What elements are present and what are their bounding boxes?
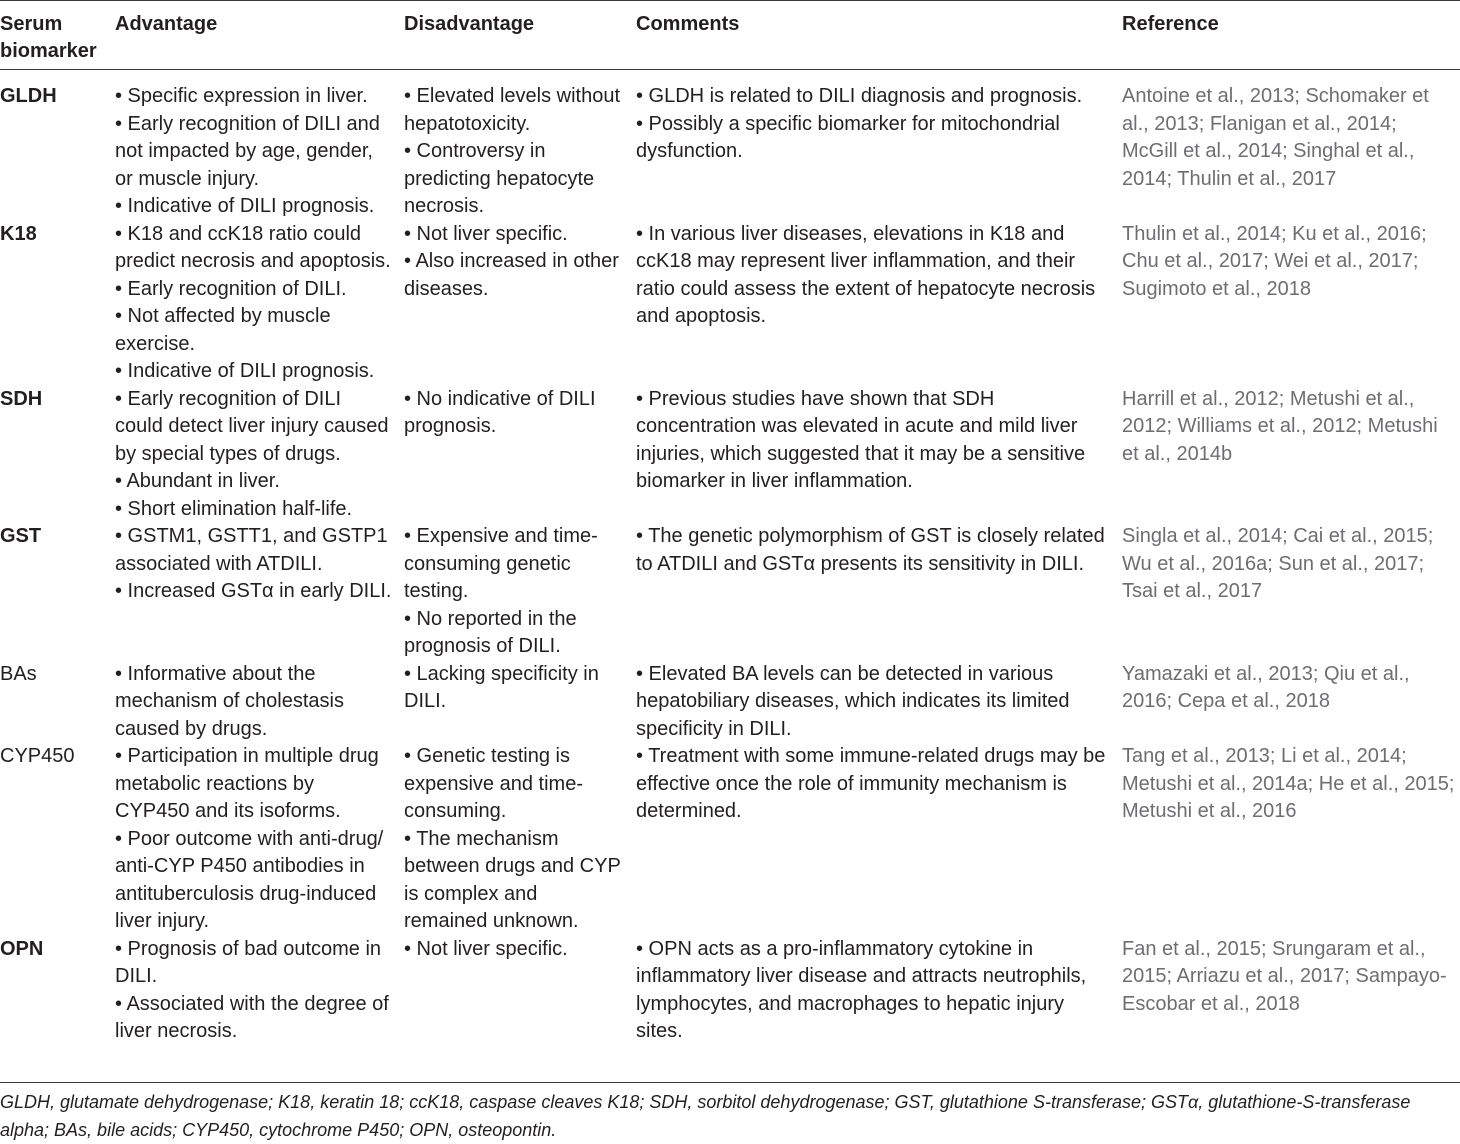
comments-item: • In various liver diseases, elevations in K18 and ccK18 may represent liver inflammation, and their ratio could assess the extent of hepatocyte necrosis and apoptosis.	[636, 222, 1096, 327]
comments-item: • Elevated BA levels can be detected in various hepatobiliary diseases, which indicates its limited specificity in DILI.	[636, 662, 1070, 740]
disadvantage-item: • Genetic testing is expensive and time-consuming.	[404, 745, 583, 822]
disadvantage-cell	[404, 661, 636, 744]
table-footnote: GLDH, glutamate dehydrogenase; K18, keratin 18; ccK18, caspase cleaves K18; SDH, sorbitol dehydrogenase; GST, glutathione S-transferase; GSTα, glutathione-S-transferase alpha; BAs, bile acids; CYP450, cytochrome P450; OPN, osteopontin.	[0, 1092, 1411, 1140]
disadvantage-item: • No reported in the prognosis of DILI.	[404, 607, 577, 657]
reference-cell: Yamazaki et al., 2013; Qiu et al., 2016; Cepa et al., 2018	[1122, 662, 1410, 712]
advantage-cell	[115, 743, 404, 936]
reference-cell: Thulin et al., 2014; Ku et al., 2016; Chu et al., 2017; Wei et al., 2017; Sugimoto et al., 2018	[1122, 222, 1427, 300]
table-row	[0, 386, 1460, 524]
advantage-item: • Short elimination half-life.	[115, 497, 353, 520]
comments-item: • GLDH is related to DILI diagnosis and prognosis.	[636, 85, 1083, 107]
advantage-cell	[115, 936, 404, 1046]
column-header-disadvantage: Disadvantage	[404, 13, 535, 35]
reference-cell: Fan et al., 2015; Srungaram et al., 2015; Arriazu et al., 2017; Sampayo-Escobar et al., 2018	[1122, 937, 1447, 1015]
advantage-item: • Early recognition of DILI and not impacted by age, gender, or muscle injury.	[115, 112, 380, 190]
comments-cell	[636, 661, 1122, 744]
disadvantage-item: • Not liver specific.	[404, 222, 568, 245]
disadvantage-item: • No indicative of DILI prognosis.	[404, 387, 596, 437]
advantage-item: • Not affected by muscle exercise.	[115, 305, 331, 355]
advantage-cell	[115, 661, 404, 744]
reference-cell: Antoine et al., 2013; Schomaker et al., 2013; Flanigan et al., 2014; McGill et al., 2014; Singhal et al., 2014; Thulin et al., 2017	[1122, 85, 1429, 190]
comments-cell	[636, 221, 1122, 386]
table-row	[0, 661, 1460, 744]
comments-cell	[636, 936, 1122, 1046]
disadvantage-cell	[404, 523, 636, 661]
column-header-advantage: Advantage	[115, 13, 218, 35]
table-row	[0, 936, 1460, 1046]
comments-item: • Treatment with some immune-related drugs may be effective once the role of immunity mechanism is determined.	[636, 745, 1106, 822]
comments-item: • The genetic polymorphism of GST is closely related to ATDILI and GSTα presents its sensitivity in DILI.	[636, 525, 1105, 575]
biomarker-name: BAs	[0, 662, 37, 685]
comments-item: • Previous studies have shown that SDH concentration was elevated in acute and mild liver injuries, which suggested that it may be a sensitive biomarker in liver inflammation.	[636, 387, 1086, 492]
comments-cell	[636, 523, 1122, 661]
biomarker-name: OPN	[0, 937, 44, 960]
advantage-item: • Participation in multiple drug metabolic reactions by CYP450 and its isoforms.	[115, 745, 379, 822]
advantage-item: • K18 and ccK18 ratio could predict necrosis and apoptosis.	[115, 222, 391, 272]
disadvantage-cell	[404, 936, 636, 1046]
biomarker-name: K18	[0, 222, 37, 245]
table-body	[0, 69, 1460, 1046]
column-header-reference: Reference	[1122, 13, 1219, 35]
reference-cell: Singla et al., 2014; Cai et al., 2015; Wu et al., 2016a; Sun et al., 2017; Tsai et al., 2017	[1122, 525, 1434, 602]
biomarker-table	[0, 11, 1460, 1046]
advantage-item: • Prognosis of bad outcome in DILI.	[115, 937, 382, 987]
advantage-item: • Poor outcome with anti-drug/ anti-CYP P450 antibodies in antituberculosis drug-induced liver injury.	[115, 827, 384, 932]
column-header-comments: Comments	[636, 13, 740, 35]
reference-cell: Tang et al., 2013; Li et al., 2014; Metushi et al., 2014a; He et al., 2015; Metushi et al., 2016	[1122, 745, 1455, 822]
advantage-item: • Abundant in liver.	[115, 470, 280, 492]
advantage-item: • Indicative of DILI prognosis.	[115, 195, 375, 217]
advantage-item: • Associated with the degree of liver necrosis.	[115, 992, 389, 1042]
column-header-serum-biomarker: Serum biomarker	[0, 13, 97, 62]
advantage-item: • Specific expression in liver.	[115, 85, 368, 107]
comments-cell	[636, 386, 1122, 524]
disadvantage-cell	[404, 221, 636, 386]
table-top-rule	[0, 0, 1460, 1]
advantage-item: • Increased GSTα in early DILI.	[115, 580, 392, 602]
disadvantage-item: • Elevated levels without hepatotoxicity.	[404, 85, 621, 135]
table-row	[0, 743, 1460, 936]
table-bottom-rule	[0, 1082, 1460, 1083]
biomarker-name: CYP450	[0, 745, 75, 767]
biomarker-name: GST	[0, 525, 42, 547]
disadvantage-item: • The mechanism between drugs and CYP is complex and remained unknown.	[404, 827, 621, 932]
table-row	[0, 69, 1460, 221]
advantage-cell	[115, 386, 404, 524]
biomarker-name: SDH	[0, 387, 43, 410]
comments-item: • Possibly a specific biomarker for mitochondrial dysfunction.	[636, 112, 1060, 162]
disadvantage-item: • Controversy in predicting hepatocyte necrosis.	[404, 140, 595, 217]
table-row	[0, 523, 1460, 661]
reference-cell: Harrill et al., 2012; Metushi et al., 2012; Williams et al., 2012; Metushi et al., 2014b	[1122, 387, 1438, 465]
advantage-item: • Early recognition of DILI could detect liver injury caused by special types of drugs.	[115, 387, 389, 465]
table-header-row	[0, 11, 1460, 69]
advantage-item: • Early recognition of DILI.	[115, 277, 347, 300]
biomarker-name: GLDH	[0, 85, 57, 107]
disadvantage-item: • Lacking specificity in DILI.	[404, 662, 599, 712]
comments-cell	[636, 743, 1122, 936]
disadvantage-cell	[404, 69, 636, 221]
comments-item: • OPN acts as a pro-inflammatory cytokine in inflammatory liver disease and attracts neutrophils, lymphocytes, and macrophages to hepatic injury sites.	[636, 937, 1087, 1042]
disadvantage-item: • Not liver specific.	[404, 937, 568, 960]
advantage-cell	[115, 221, 404, 386]
advantage-cell	[115, 69, 404, 221]
table-row	[0, 221, 1460, 386]
disadvantage-item: • Also increased in other diseases.	[404, 250, 619, 300]
disadvantage-cell	[404, 386, 636, 524]
advantage-item: • Indicative of DILI prognosis.	[115, 360, 375, 382]
disadvantage-item: • Expensive and time-consuming genetic testing.	[404, 525, 598, 602]
advantage-item: • Informative about the mechanism of cholestasis caused by drugs.	[115, 662, 344, 740]
advantage-cell	[115, 523, 404, 661]
advantage-item: • GSTM1, GSTT1, and GSTP1 associated with ATDILI.	[115, 525, 388, 575]
comments-cell	[636, 69, 1122, 221]
disadvantage-cell	[404, 743, 636, 936]
